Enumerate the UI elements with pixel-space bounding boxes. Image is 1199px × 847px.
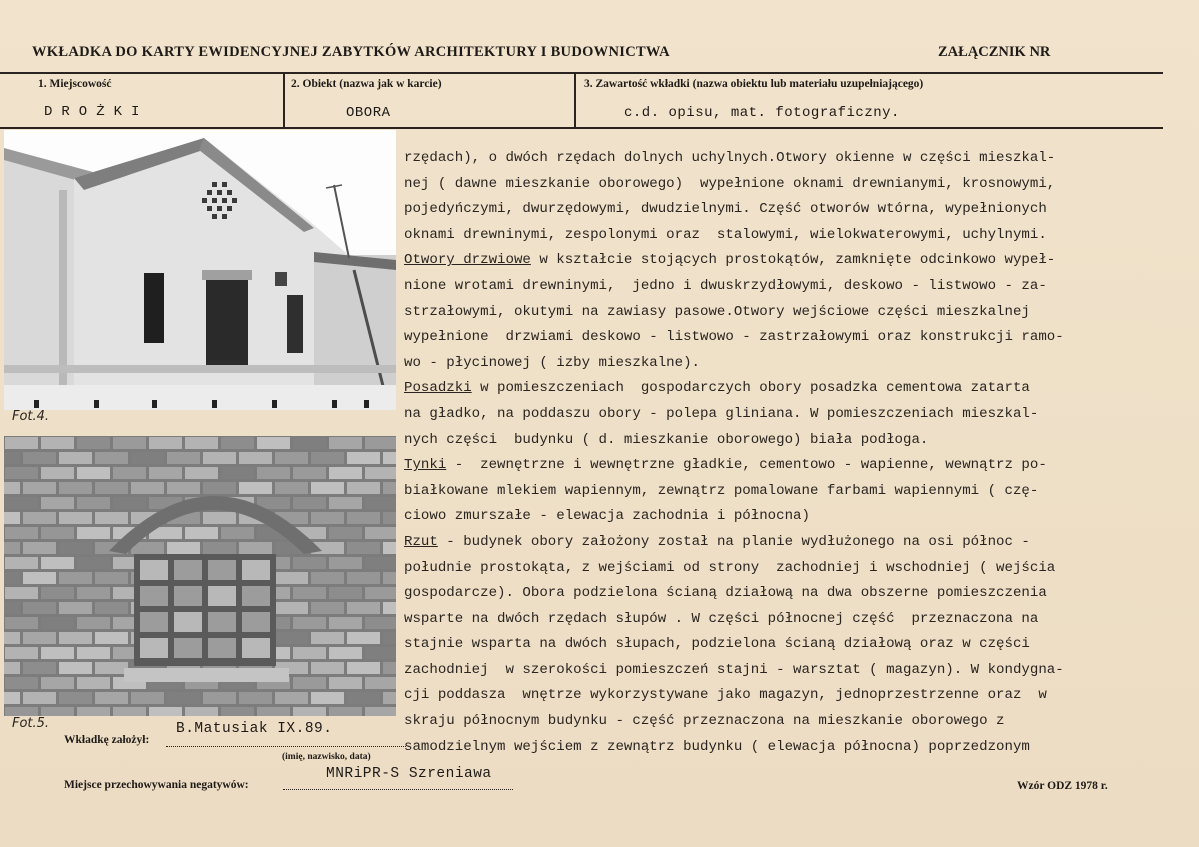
brick <box>5 557 38 569</box>
brick <box>293 497 326 509</box>
brick <box>77 527 110 539</box>
window-pane <box>140 586 168 606</box>
window-sill <box>124 668 289 682</box>
brick <box>203 512 236 524</box>
brick <box>77 497 110 509</box>
brick <box>293 557 326 569</box>
description-line-text: wsparte na dwóch rzędach słupów . W części północnej część przeznaczona na <box>404 610 1039 627</box>
fields-rule <box>0 127 1163 129</box>
brick <box>4 632 20 644</box>
section-heading: Tynki <box>404 457 447 474</box>
description-line-text: wo - płycinowej ( izby mieszkalne). <box>404 354 701 371</box>
brick <box>59 482 92 494</box>
brick <box>383 482 396 494</box>
brick <box>365 437 396 449</box>
brick <box>221 527 254 539</box>
brick <box>347 662 380 674</box>
annex-number-label: ZAŁĄCZNIK NR <box>938 44 1051 60</box>
description-line <box>404 146 1190 172</box>
brick <box>41 467 74 479</box>
description-line <box>404 428 1190 454</box>
brick <box>23 512 56 524</box>
author-value: B.Matusiak IX.89. <box>176 721 333 737</box>
brick <box>365 647 396 659</box>
brick <box>293 467 326 479</box>
brick <box>311 632 344 644</box>
brick <box>275 632 308 644</box>
description-line-text: zachodniej w szerokości pomieszczeń stajni - warsztat ( magazyn). W kondygna- <box>404 661 1064 678</box>
description-line <box>404 453 1190 479</box>
description-line-text: pojedyńczymi, dwurzędowymi, dwudzielnymi. Część otworów wtórna, wypełnionych <box>404 201 1047 218</box>
brick <box>311 602 344 614</box>
description-line-text: w kształcie stojących prostokątów, zamknięte odcinkowo wypeł- <box>530 252 1056 269</box>
description-line <box>404 248 1190 274</box>
brick <box>275 572 308 584</box>
description-line-text: nione wrotami drewninymi, jedno i dwuskrzydłowymi, deskowo - listwowo - za- <box>404 277 1047 294</box>
brick <box>4 572 20 584</box>
brick <box>4 662 20 674</box>
brick <box>311 512 344 524</box>
brick <box>23 542 56 554</box>
window-pane <box>242 638 270 658</box>
window-pane <box>242 612 270 632</box>
brick <box>365 617 396 629</box>
brick <box>203 542 236 554</box>
description-line-text: strzałowymi, okutymi na zawiasy pasowe.Otwory wejściowe części mieszkalnej <box>404 303 1030 320</box>
window-pane <box>174 560 202 580</box>
brick <box>311 482 344 494</box>
brick <box>95 662 128 674</box>
brick <box>149 707 182 716</box>
brick <box>167 452 200 464</box>
window-pane <box>208 612 236 632</box>
brick <box>77 467 110 479</box>
brick <box>293 677 326 689</box>
brick <box>41 707 74 716</box>
brick <box>293 647 326 659</box>
photo-brick-window-detail <box>4 436 396 716</box>
section-heading: Rzut <box>404 533 438 550</box>
brick <box>311 662 344 674</box>
brick <box>329 677 362 689</box>
brick <box>275 602 308 614</box>
brick <box>365 467 396 479</box>
header-rule <box>0 72 1163 74</box>
brick <box>329 437 362 449</box>
brick <box>383 692 396 704</box>
brick <box>167 482 200 494</box>
description-line <box>404 683 1190 709</box>
brick <box>95 482 128 494</box>
brick <box>185 707 218 716</box>
description-text <box>404 146 1190 760</box>
card-title: WKŁADKA DO KARTY EWIDENCYJNEJ ZABYTKÓW ARCHITEKTURY I BUDOWNICTWA <box>32 44 670 60</box>
brick <box>347 542 380 554</box>
brick <box>167 692 200 704</box>
brick <box>41 497 74 509</box>
photo-2-caption: Fot.5. <box>12 716 50 731</box>
brick <box>5 677 38 689</box>
brick <box>41 647 74 659</box>
description-line-text: skraju północnym budynku - część przeznaczona na mieszkanie oborowego z <box>404 713 1005 730</box>
brick <box>23 692 56 704</box>
window-pane <box>242 560 270 580</box>
brick <box>4 512 20 524</box>
brick <box>221 467 254 479</box>
brick <box>77 707 110 716</box>
brick <box>347 632 380 644</box>
brick <box>59 452 92 464</box>
description-line <box>404 658 1190 684</box>
brick <box>347 482 380 494</box>
brick <box>365 707 396 716</box>
brick <box>59 602 92 614</box>
object-label: 2. Obiekt (nazwa jak w karcie) <box>291 78 442 90</box>
brick <box>221 437 254 449</box>
brick <box>77 437 110 449</box>
storage-label: Miejsce przechowywania negatywów: <box>64 779 249 791</box>
brick <box>311 692 344 704</box>
brick <box>95 632 128 644</box>
description-line-text: gospodarcze). Obora podzielona ścianą działową na dwa obszerne pomieszczenia <box>404 585 1047 602</box>
brick <box>95 452 128 464</box>
description-line-text: południe prostokąta, z wejściami od strony zachodniej i wschodniej ( wejścia <box>404 559 1056 576</box>
brick <box>257 467 290 479</box>
brick <box>329 617 362 629</box>
description-line <box>404 530 1190 556</box>
author-label: Wkładkę założył: <box>64 734 150 746</box>
brick <box>311 572 344 584</box>
author-field-note: (imię, nazwisko, data) <box>282 752 371 762</box>
brick <box>239 542 272 554</box>
brick <box>383 542 396 554</box>
window-pane <box>140 560 168 580</box>
brick <box>293 437 326 449</box>
section-heading: Posadzki <box>404 380 472 397</box>
place-value: DROŻKI <box>44 104 149 120</box>
description-line <box>404 223 1190 249</box>
brick <box>23 482 56 494</box>
brick <box>329 647 362 659</box>
brick <box>203 482 236 494</box>
brick <box>23 602 56 614</box>
brick <box>293 587 326 599</box>
description-line <box>404 300 1190 326</box>
brick <box>293 707 326 716</box>
brick <box>149 437 182 449</box>
description-line <box>404 479 1190 505</box>
brick <box>4 482 20 494</box>
brick <box>347 512 380 524</box>
brick <box>59 542 92 554</box>
brick <box>347 572 380 584</box>
brick <box>347 452 380 464</box>
brick <box>5 647 38 659</box>
brick <box>77 677 110 689</box>
brick <box>365 677 396 689</box>
brick <box>221 707 254 716</box>
storage-dotted-line <box>283 789 513 790</box>
brick <box>77 557 110 569</box>
brick <box>23 452 56 464</box>
brick <box>383 632 396 644</box>
brick <box>5 617 38 629</box>
brick <box>347 692 380 704</box>
description-line <box>404 607 1190 633</box>
brick <box>95 602 128 614</box>
description-line <box>404 376 1190 402</box>
brick <box>383 452 396 464</box>
brick <box>167 542 200 554</box>
description-line <box>404 504 1190 530</box>
brick <box>77 647 110 659</box>
brick <box>329 467 362 479</box>
description-line <box>404 172 1190 198</box>
brick <box>5 467 38 479</box>
form-reference: Wzór ODZ 1978 r. <box>1017 780 1108 792</box>
description-line-text: stajnie wsparta na dwóch słupach, podzielona ścianą działową oraz w części <box>404 636 1030 653</box>
window-pane <box>208 560 236 580</box>
description-line <box>404 197 1190 223</box>
field-divider-2 <box>574 72 576 127</box>
window-pane <box>208 638 236 658</box>
brick <box>383 572 396 584</box>
description-line-text: białkowane mlekiem wapiennym, zewnątrz pomalowane farbami wapiennymi ( czę- <box>404 482 1039 499</box>
brick <box>239 692 272 704</box>
brick <box>5 587 38 599</box>
window-pane <box>242 586 270 606</box>
brick <box>257 437 290 449</box>
description-line-text: - budynek obory założony został na planie wydłużonego na osi północ - <box>437 533 1030 550</box>
brick <box>329 527 362 539</box>
brick <box>95 572 128 584</box>
window-pane <box>208 586 236 606</box>
description-line-text: nej ( dawne mieszkanie oborowego) wypełnione oknami drewnianymi, krosnowymi, <box>404 175 1056 192</box>
place-label: 1. Miejscowość <box>38 78 112 90</box>
brick <box>23 632 56 644</box>
description-line-text: cji poddasza wnętrze wykorzystywane jako magazyn, jednoprzestrzenne oraz w <box>404 687 1047 704</box>
brick <box>59 692 92 704</box>
brick <box>5 527 38 539</box>
description-line-text: - zewnętrzne i wewnętrzne gładkie, cementowo - wapienne, wewnątrz po- <box>446 457 1047 474</box>
brick <box>41 437 74 449</box>
brick <box>4 602 20 614</box>
description-line-text: samodzielnym wejściem z zewnątrz budynku ( elewacja północna) poprzedzonym <box>404 738 1030 755</box>
brick <box>5 497 38 509</box>
brick <box>185 467 218 479</box>
brick <box>5 437 38 449</box>
description-line <box>404 402 1190 428</box>
brick <box>23 662 56 674</box>
brick <box>311 452 344 464</box>
brick <box>131 482 164 494</box>
brick <box>275 692 308 704</box>
description-line <box>404 556 1190 582</box>
brick <box>185 437 218 449</box>
brick <box>329 587 362 599</box>
description-line <box>404 709 1190 735</box>
brick <box>149 467 182 479</box>
brick <box>329 557 362 569</box>
description-line-text: na gładko, na poddaszu obory - polepa gliniana. W pomieszczeniach mieszkal- <box>404 405 1039 422</box>
window-pane <box>140 612 168 632</box>
brick <box>41 587 74 599</box>
brick <box>365 497 396 509</box>
window-pane <box>174 612 202 632</box>
storage-value: MNRiPR-S Szreniawa <box>326 766 492 782</box>
brick <box>257 707 290 716</box>
brick <box>203 452 236 464</box>
description-line <box>404 274 1190 300</box>
window-pane <box>140 638 168 658</box>
photo-building-gable <box>4 130 396 410</box>
brick <box>41 527 74 539</box>
photo-1-caption: Fot.4. <box>12 409 50 424</box>
brick <box>365 557 396 569</box>
brick <box>4 692 20 704</box>
content-label: 3. Zawartość wkładki (nazwa obiektu lub materiału uzupełniającego) <box>584 78 924 90</box>
brick <box>131 452 164 464</box>
brick <box>4 542 20 554</box>
brick <box>113 437 146 449</box>
brick <box>41 677 74 689</box>
description-line <box>404 581 1190 607</box>
window-pane <box>174 638 202 658</box>
object-value: OBORA <box>346 105 391 121</box>
brick <box>4 452 20 464</box>
brick <box>41 557 74 569</box>
description-line-text: nych części budynku ( d. mieszkanie oborowego) biała podłoga. <box>404 431 929 448</box>
description-line-text: w pomieszczeniach gospodarczych obory posadzka cementowa zatarta <box>471 380 1030 397</box>
description-line <box>404 351 1190 377</box>
brick <box>95 692 128 704</box>
brick <box>383 662 396 674</box>
brick <box>113 497 146 509</box>
brick <box>59 512 92 524</box>
brick <box>275 452 308 464</box>
brick <box>113 707 146 716</box>
brick <box>275 482 308 494</box>
brick <box>77 587 110 599</box>
brick <box>59 632 92 644</box>
brick <box>59 572 92 584</box>
description-line-text: ciowo zmurszałe - elewacja zachodnia i północna) <box>404 508 810 525</box>
brick <box>23 572 56 584</box>
description-line-text: wypełnione drzwiami deskowo - listwowo - zastrzałowymi oraz konstrukcji ramo- <box>404 329 1064 346</box>
field-divider-1 <box>283 72 285 127</box>
description-line-text: rzędach), o dwóch rzędach dolnych uchylnych.Otwory okienne w części mieszkal- <box>404 150 1056 166</box>
brick <box>365 527 396 539</box>
content-value: c.d. opisu, mat. fotograficzny. <box>624 105 900 121</box>
brick <box>365 587 396 599</box>
author-dotted-line <box>166 746 406 747</box>
description-line-text: oknami drewninymi, zespolonymi oraz stalowymi, wielokwaterowymi, uchylnymi. <box>404 226 1047 243</box>
brick <box>113 467 146 479</box>
brick <box>239 482 272 494</box>
brick <box>347 602 380 614</box>
brick <box>329 497 362 509</box>
brick <box>383 602 396 614</box>
brick <box>203 692 236 704</box>
brick <box>239 452 272 464</box>
section-heading: Otwory drzwiowe <box>404 252 531 269</box>
brick <box>383 512 396 524</box>
description-line <box>404 632 1190 658</box>
window-pane <box>174 586 202 606</box>
description-line <box>404 735 1190 761</box>
brick <box>77 617 110 629</box>
description-line <box>404 325 1190 351</box>
brick <box>59 662 92 674</box>
brick <box>41 617 74 629</box>
brick <box>185 527 218 539</box>
brick <box>95 512 128 524</box>
brick <box>293 617 326 629</box>
brick <box>131 692 164 704</box>
brick <box>5 707 38 716</box>
brick <box>329 707 362 716</box>
